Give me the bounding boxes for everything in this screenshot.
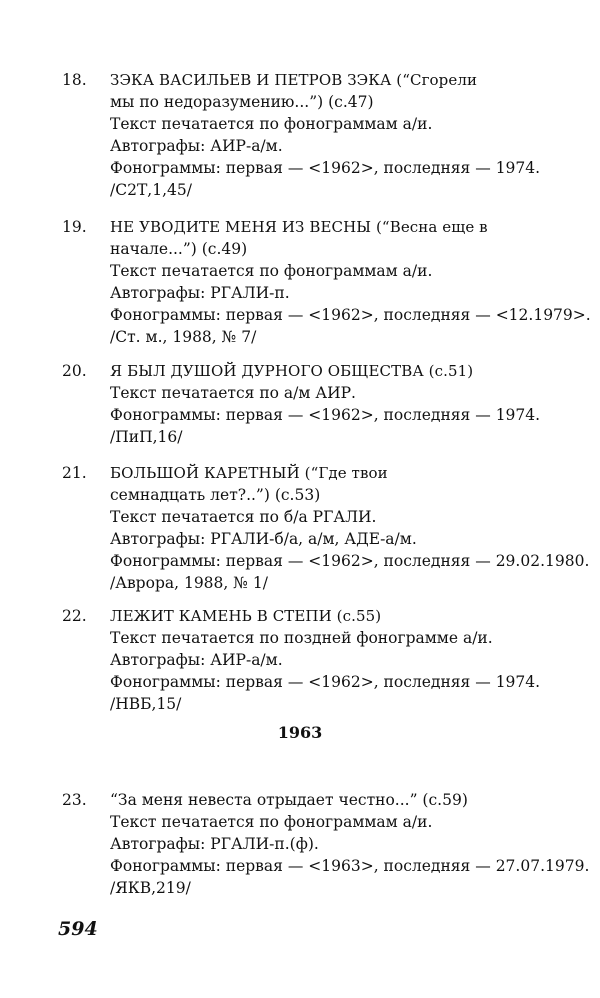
- entry-note-line: Фонограммы: первая — <1962>, последняя — 29.02.1980.: [110, 552, 590, 570]
- entry-note-line: Текст печатается по фонограммам а/и.: [110, 115, 433, 133]
- entry-number: 23.: [62, 791, 87, 809]
- entry-18: [62, 69, 562, 201]
- entry-note-line: Фонограммы: первая — <1962>, последняя — 1974.: [110, 159, 541, 177]
- entry-note-line: Автографы: АИР-а/м.: [110, 137, 283, 155]
- entry-20: [62, 360, 562, 448]
- entry-number: 21.: [62, 464, 87, 482]
- entry-title-line: начале...”) (с.49): [110, 240, 248, 258]
- entry-note-line: Автографы: РГАЛИ-п.(ф).: [110, 835, 319, 853]
- entry-note-line: Автографы: РГАЛИ-б/а, а/м, АДЕ-а/м.: [110, 530, 417, 548]
- entry-source-line: /Аврора, 1988, № 1/: [110, 574, 268, 592]
- entry-note-line: Текст печатается по а/м АИР.: [110, 384, 356, 402]
- entry-number: 19.: [62, 218, 87, 236]
- entry-note-line: Текст печатается по фонограммам а/и.: [110, 813, 433, 831]
- entry-number: 20.: [62, 362, 87, 380]
- entry-22: [62, 605, 562, 715]
- entry-title-line: ЗЭКА ВАСИЛЬЕВ И ПЕТРОВ ЗЭКА (“Сгорели: [110, 71, 478, 89]
- entry-note-line: Текст печатается по б/а РГАЛИ.: [110, 508, 377, 526]
- entry-title-line: семнадцать лет?..”) (с.53): [110, 486, 321, 504]
- year-heading: 1963: [277, 723, 323, 742]
- entry-note-line: Текст печатается по фонограммам а/и.: [110, 262, 433, 280]
- page-number: 594: [58, 918, 98, 940]
- entry-number: 18.: [62, 71, 87, 89]
- entry-note-line: Фонограммы: первая — <1962>, последняя — 1974.: [110, 673, 541, 691]
- entry-title-line: ЛЕЖИТ КАМЕНЬ В СТЕПИ (с.55): [110, 607, 382, 625]
- entry-note-line: Фонограммы: первая — <1962>, последняя — 1974.: [110, 406, 541, 424]
- entry-source-line: /НВБ,15/: [110, 695, 182, 713]
- entry-note-line: Автографы: РГАЛИ-п.: [110, 284, 290, 302]
- entry-source-line: /ЯКВ,219/: [110, 879, 191, 897]
- entry-19: [62, 216, 591, 348]
- entry-number: 22.: [62, 607, 87, 625]
- entry-23: [62, 789, 590, 899]
- entry-source-line: /ПиП,16/: [110, 428, 183, 446]
- entry-21: [62, 462, 590, 594]
- entry-note-line: Фонограммы: первая — <1963>, последняя — 27.07.1979.: [110, 857, 590, 875]
- entry-source-line: /С2Т,1,45/: [110, 181, 192, 199]
- entry-source-line: /Ст. м., 1988, № 7/: [110, 328, 257, 346]
- entry-title-line: НЕ УВОДИТЕ МЕНЯ ИЗ ВЕСНЫ (“Весна еще в: [110, 218, 488, 236]
- entry-title-line: БОЛЬШОЙ КАРЕТНЫЙ (“Где твои: [110, 464, 388, 482]
- entry-title-line: “За меня невеста отрыдает честно...” (с.59): [110, 791, 468, 809]
- entry-note-line: Автографы: АИР-а/м.: [110, 651, 283, 669]
- entry-note-line: Текст печатается по поздней фонограмме а/и.: [110, 629, 493, 647]
- entry-note-line: Фонограммы: первая — <1962>, последняя — <12.1979>.: [110, 306, 591, 324]
- entry-title-line: Я БЫЛ ДУШОЙ ДУРНОГО ОБЩЕСТВА (с.51): [110, 362, 474, 380]
- entry-title-line: мы по недоразумению...”) (с.47): [110, 93, 374, 111]
